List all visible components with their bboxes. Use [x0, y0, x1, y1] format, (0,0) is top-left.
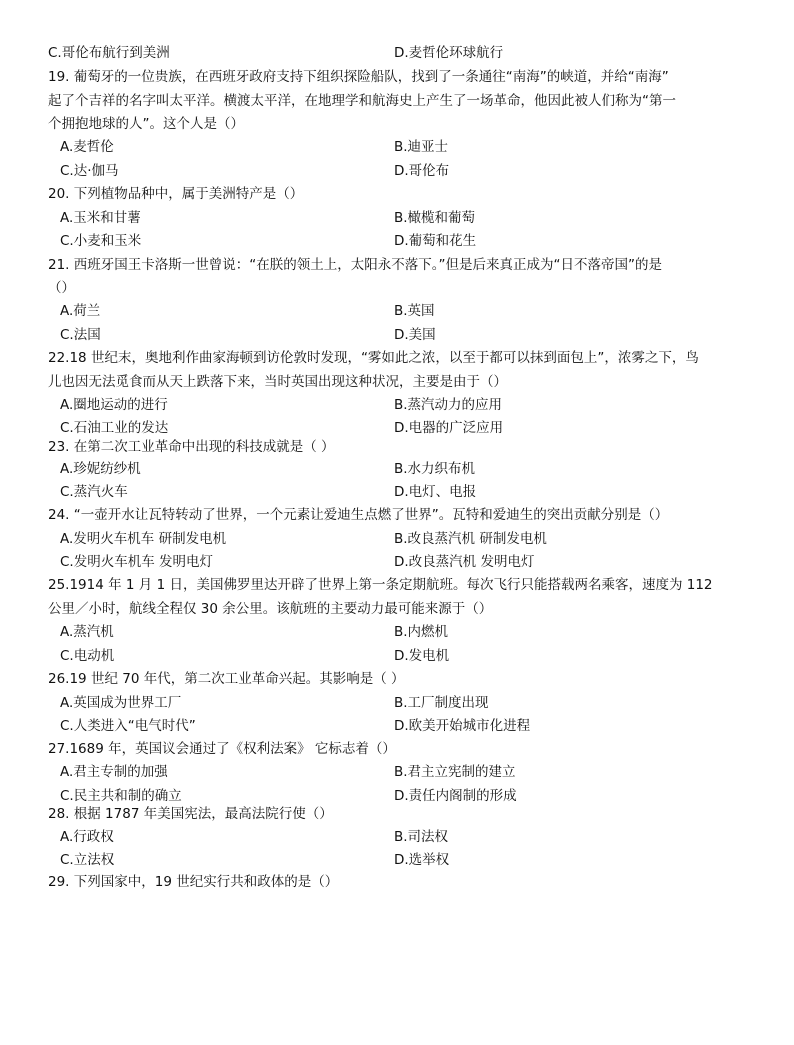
option-a: A.荷兰	[60, 303, 101, 319]
question-21-stem-line-2: （）	[48, 280, 75, 296]
option-d: D.发电机	[394, 648, 450, 664]
option-a: A.蒸汽机	[60, 624, 114, 640]
option-a: A.麦哲伦	[60, 139, 114, 155]
option-a: A.玉米和甘薯	[60, 210, 141, 226]
option-a: A.发明火车机车 研制发电机	[60, 531, 227, 547]
option-b: B.迪亚士	[394, 139, 449, 155]
option-d: D.哥伦布	[394, 163, 450, 179]
question-27-stem: 27.1689 年，英国议会通过了《权利法案》 它标志着（）	[48, 741, 396, 757]
question-23-stem: 23. 在第二次工业革命中出现的科技成就是（ ）	[48, 439, 335, 455]
option-c: C.哥伦布航行到美洲	[48, 45, 170, 61]
option-d: D.美国	[394, 327, 436, 343]
option-c: C.小麦和玉米	[60, 233, 142, 249]
option-b: B.蒸汽动力的应用	[394, 397, 503, 413]
option-c: C.蒸汽火车	[60, 484, 128, 500]
question-24-stem: 24. “一壶开水让瓦特转动了世界，一个元素让爱迪生点燃了世界”。瓦特和爱迪生的突出贡献分别是（）	[48, 507, 669, 523]
option-d: D.电灯、电报	[394, 484, 477, 500]
option-b: B.工厂制度出现	[394, 695, 489, 711]
question-22-stem-line-1: 22.18 世纪末，奥地利作曲家海顿到访伦敦时发现，“雾如此之浓，以至于都可以抹到面包上”，浓雾之下，鸟	[48, 350, 699, 366]
option-d: D.选举权	[394, 852, 450, 868]
option-b: B.司法权	[394, 829, 449, 845]
option-a: A.行政权	[60, 829, 114, 845]
option-c: C.民主共和制的确立	[60, 788, 182, 804]
option-a: A.君主专制的加强	[60, 764, 168, 780]
option-a: A.英国成为世界工厂	[60, 695, 182, 711]
question-28-stem: 28. 根据 1787 年美国宪法，最高法院行使（）	[48, 806, 333, 822]
option-b: B.橄榄和葡萄	[394, 210, 476, 226]
question-19-stem-line-1: 19. 葡萄牙的一位贵族，在西班牙政府支持下组织探险船队，找到了一条通往“南海”的峡道，并给“南海”	[48, 69, 669, 85]
question-25-stem-line-1: 25.1914 年 1 月 1 日，美国佛罗里达开辟了世界上第一条定期航班。每次飞行只能搭载两名乘客，速度为 112	[48, 577, 713, 593]
option-a: A.珍妮纺纱机	[60, 461, 141, 477]
option-b: B.改良蒸汽机 研制发电机	[394, 531, 547, 547]
option-d: D.欧美开始城市化进程	[394, 718, 531, 734]
option-d: D.电器的广泛应用	[394, 420, 504, 436]
option-b: B.君主立宪制的建立	[394, 764, 516, 780]
option-a: A.圈地运动的进行	[60, 397, 168, 413]
question-25-stem-line-2: 公里／小时，航线全程仅 30 余公里。该航班的主要动力最可能来源于（）	[48, 601, 493, 617]
option-c: C.达·伽马	[60, 163, 119, 179]
question-20-stem: 20. 下列植物品种中，属于美洲特产是（）	[48, 186, 304, 202]
question-19-stem-line-2: 起了个吉祥的名字叫太平洋。横渡太平洋，在地理学和航海史上产生了一场革命，他因此被人们称为“第一	[48, 93, 676, 109]
option-b: B.内燃机	[394, 624, 449, 640]
question-22-stem-line-2: 儿也因无法觅食而从天上跌落下来，当时英国出现这种状况，主要是由于（）	[48, 374, 507, 390]
option-c: C.石油工业的发达	[60, 420, 169, 436]
option-c: C.法国	[60, 327, 101, 343]
option-d: D.麦哲伦环球航行	[394, 45, 504, 61]
option-c: C.立法权	[60, 852, 115, 868]
option-d: D.改良蒸汽机 发明电灯	[394, 554, 535, 570]
option-c: C.人类进入“电气时代”	[60, 718, 196, 734]
option-c: C.电动机	[60, 648, 115, 664]
question-19-stem-line-3: 个拥抱地球的人”。这个人是（）	[48, 116, 244, 132]
option-c: C.发明火车机车 发明电灯	[60, 554, 214, 570]
option-d: D.葡萄和花生	[394, 233, 477, 249]
option-b: B.英国	[394, 303, 435, 319]
question-29-stem: 29. 下列国家中，19 世纪实行共和政体的是（）	[48, 874, 339, 890]
option-d: D.责任内阁制的形成	[394, 788, 517, 804]
question-26-stem: 26.19 世纪 70 年代，第二次工业革命兴起。其影响是（ ）	[48, 671, 405, 687]
question-21-stem-line-1: 21. 西班牙国王卡洛斯一世曾说：“在朕的领土上，太阳永不落下。”但是后来真正成为“日不落帝国”的是	[48, 257, 662, 273]
option-b: B.水力织布机	[394, 461, 476, 477]
